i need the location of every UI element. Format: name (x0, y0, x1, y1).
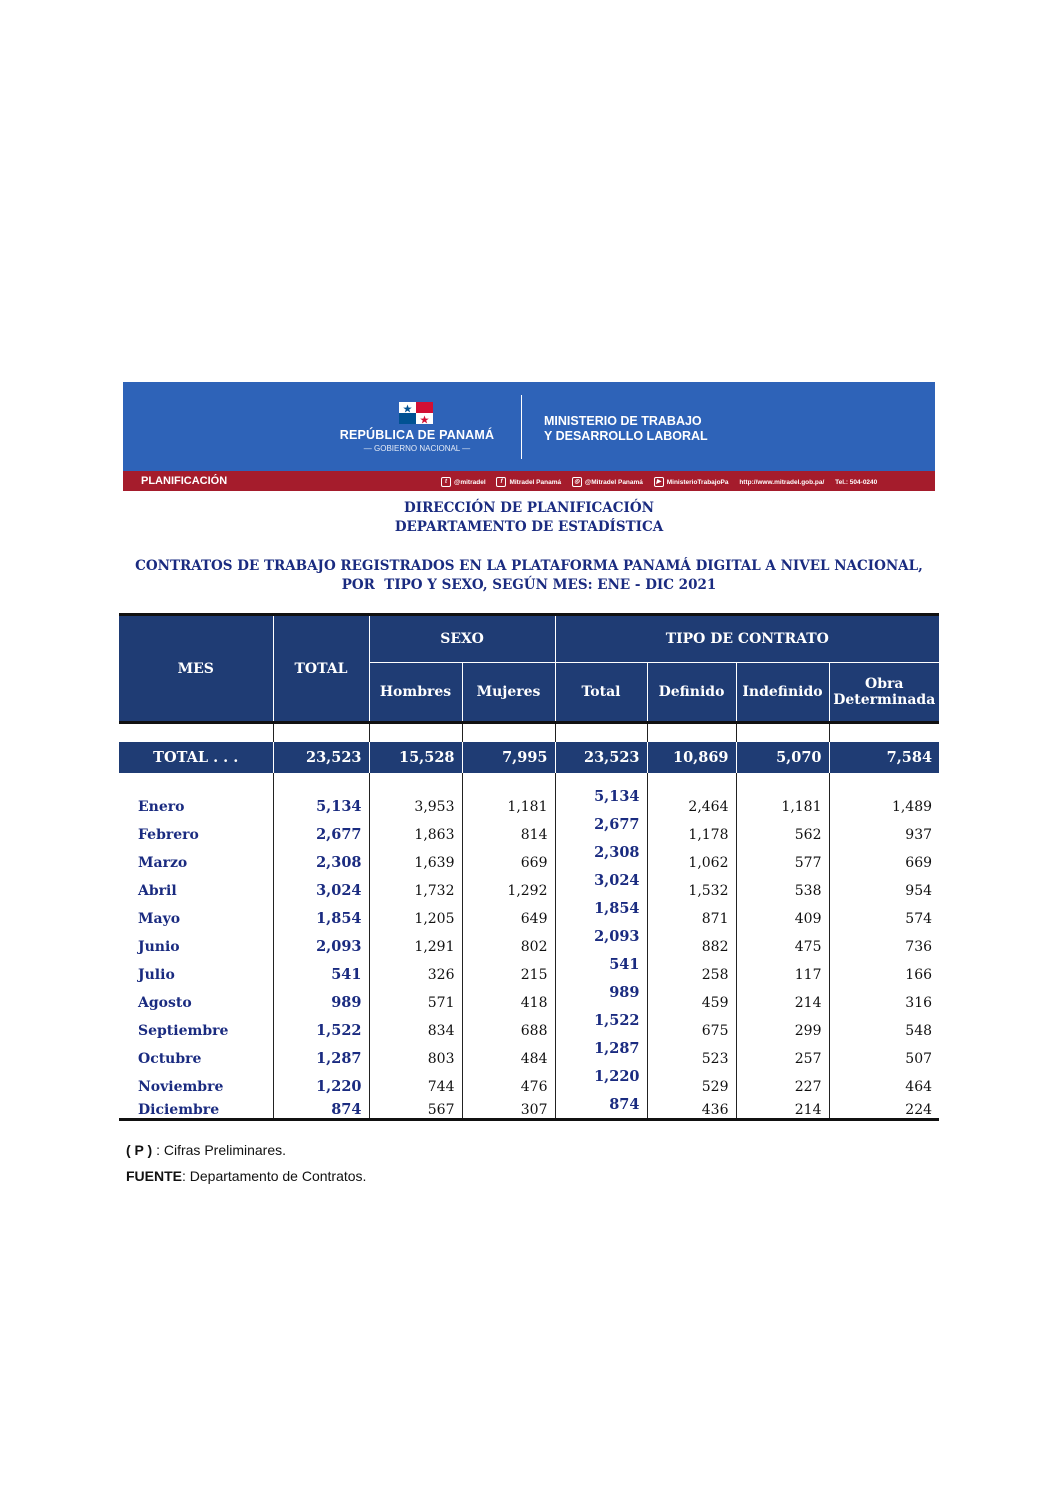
header-mes: MES (119, 615, 273, 723)
phone-number: Tel.: 504-0240 (835, 478, 878, 486)
cell-mes: Noviembre (138, 1079, 224, 1095)
contracts-table-wrapper (119, 613, 939, 1121)
ministry-name (544, 414, 708, 444)
cell-definido: 1,062 (647, 843, 736, 871)
table-row (119, 983, 939, 1011)
cell-total: 2,308 (273, 843, 369, 871)
preliminary-text: : Cifras Preliminares. (152, 1142, 287, 1158)
facebook-handle: Mitradel Panamá (509, 478, 562, 486)
youtube-handle: MinisterioTrabajoPa (666, 478, 729, 486)
cell-mes: Abril (138, 883, 177, 899)
country-name: REPÚBLICA DE PANAMÁ (339, 428, 495, 442)
cell-hombres: 803 (369, 1039, 462, 1067)
cell-hombres: 1,291 (369, 927, 462, 955)
social-youtube (654, 479, 729, 486)
cell-definido: 1,178 (647, 815, 736, 843)
month-rows (119, 787, 939, 1120)
cell-indefinido: 538 (736, 871, 829, 899)
cell-obra: 954 (829, 871, 939, 899)
cell-hombres: 571 (369, 983, 462, 1011)
department-title: DEPARTAMENTO DE ESTADÍSTICA (394, 519, 664, 535)
header-obra-line-2: Determinada (833, 692, 936, 708)
cell-obra: 316 (829, 983, 939, 1011)
cell-obra: 1,489 (829, 787, 939, 815)
cell-hombres: 1,863 (369, 815, 462, 843)
total-cell-total: 23,523 (273, 742, 369, 773)
cell-definido: 675 (647, 1011, 736, 1039)
table-row (119, 955, 939, 983)
cell-mujeres: 1,292 (462, 871, 555, 899)
cell-obra: 937 (829, 815, 939, 843)
cell-mes: Julio (138, 967, 175, 983)
source-label: FUENTE (126, 1168, 182, 1184)
cell-indefinido: 562 (736, 815, 829, 843)
cell-mujeres: 669 (462, 843, 555, 871)
cell-obra: 464 (829, 1067, 939, 1095)
cell-definido: 523 (647, 1039, 736, 1067)
cell-hombres: 326 (369, 955, 462, 983)
table-row (119, 787, 939, 815)
cell-hombres: 1,205 (369, 899, 462, 927)
social-facebook (496, 479, 561, 486)
cell-tipo-total: 2,093 (555, 927, 647, 955)
instagram-handle: @Mitradel Panamá (584, 478, 643, 486)
cell-tipo-total: 874 (555, 1095, 647, 1120)
cell-tipo-total: 5,134 (555, 787, 647, 815)
cell-tipo-total: 1,287 (555, 1039, 647, 1067)
total-cell-mujeres: 7,995 (462, 742, 555, 773)
table-row (119, 927, 939, 955)
header-hombres: Hombres (369, 663, 462, 723)
cell-total: 5,134 (273, 787, 369, 815)
cell-hombres: 1,732 (369, 871, 462, 899)
cell-obra: 669 (829, 843, 939, 871)
cell-mes: Agosto (138, 995, 192, 1011)
cell-mujeres: 814 (462, 815, 555, 843)
direction-title: DIRECCIÓN DE PLANIFICACIÓN (404, 500, 654, 516)
cell-mes: Marzo (138, 855, 188, 871)
cell-mes: Mayo (138, 911, 181, 927)
table-row (119, 1067, 939, 1095)
cell-mes: Junio (138, 939, 180, 955)
report-title-line-1: CONTRATOS DE TRABAJO REGISTRADOS EN LA PLATAFORMA PANAMÁ DIGITAL A NIVEL NACIONAL, (135, 558, 923, 574)
cell-total: 1,220 (273, 1067, 369, 1095)
cell-mujeres: 649 (462, 899, 555, 927)
table-row (119, 1095, 939, 1120)
total-cell-tipo-total: 23,523 (555, 742, 647, 773)
header-total: TOTAL (273, 615, 369, 723)
social-instagram (572, 479, 643, 486)
cell-obra: 166 (829, 955, 939, 983)
twitter-icon: t (441, 477, 451, 487)
cell-mes: Febrero (138, 827, 199, 843)
banner-red-band (123, 471, 935, 491)
preliminary-mark: ( P ) (126, 1142, 153, 1158)
ministry-line-1: MINISTERIO DE TRABAJO (544, 414, 702, 428)
social-website (739, 479, 824, 486)
cell-hombres: 567 (369, 1095, 462, 1120)
report-title-line-2: POR TIPO Y SEXO, SEGÚN MES: ENE - DIC 2021 (341, 577, 717, 593)
website-url: http://www.mitradel.gob.pa/ (739, 478, 825, 486)
cell-total: 1,522 (273, 1011, 369, 1039)
social-twitter (441, 479, 486, 486)
preliminary-note (126, 1142, 286, 1158)
cell-definido: 436 (647, 1095, 736, 1120)
cell-obra: 224 (829, 1095, 939, 1120)
cell-tipo-total: 541 (555, 955, 647, 983)
cell-obra: 736 (829, 927, 939, 955)
cell-obra: 548 (829, 1011, 939, 1039)
cell-tipo-total: 1,854 (555, 899, 647, 927)
header-tipo-total: Total (555, 663, 647, 723)
cell-tipo-total: 2,677 (555, 815, 647, 843)
total-label: TOTAL . . . (119, 742, 273, 773)
cell-indefinido: 577 (736, 843, 829, 871)
spacer-row (119, 723, 939, 743)
section-label: PLANIFICACIÓN (141, 475, 228, 487)
total-cell-hombres: 15,528 (369, 742, 462, 773)
cell-tipo-total: 3,024 (555, 871, 647, 899)
table-row (119, 1011, 939, 1039)
cell-mujeres: 307 (462, 1095, 555, 1120)
table-row (119, 815, 939, 843)
cell-indefinido: 227 (736, 1067, 829, 1095)
header-sexo: SEXO (369, 615, 555, 663)
table-row (119, 871, 939, 899)
government-label: — GOBIERNO NACIONAL — (363, 444, 471, 453)
cell-total: 1,854 (273, 899, 369, 927)
cell-tipo-total: 989 (555, 983, 647, 1011)
cell-tipo-total: 1,522 (555, 1011, 647, 1039)
banner-blue-band (123, 382, 935, 471)
social-links (441, 477, 886, 487)
gap-row (119, 773, 939, 787)
cell-total: 1,287 (273, 1039, 369, 1067)
cell-total: 874 (273, 1095, 369, 1120)
cell-mujeres: 1,181 (462, 787, 555, 815)
cell-definido: 1,532 (647, 871, 736, 899)
cell-indefinido: 299 (736, 1011, 829, 1039)
cell-definido: 258 (647, 955, 736, 983)
direction-heading (0, 499, 1058, 537)
cell-obra: 574 (829, 899, 939, 927)
source-text: : Departamento de Contratos. (182, 1168, 367, 1184)
cell-indefinido: 214 (736, 983, 829, 1011)
total-row (119, 742, 939, 773)
cell-indefinido: 1,181 (736, 787, 829, 815)
cell-hombres: 1,639 (369, 843, 462, 871)
source-note (126, 1168, 366, 1184)
ministry-line-2: Y DESARROLLO LABORAL (544, 429, 708, 443)
total-cell-obra: 7,584 (829, 742, 939, 773)
cell-definido: 2,464 (647, 787, 736, 815)
facebook-icon: f (496, 477, 506, 487)
cell-mujeres: 688 (462, 1011, 555, 1039)
cell-total: 541 (273, 955, 369, 983)
table-row (119, 899, 939, 927)
header-tipo-contrato: TIPO DE CONTRATO (555, 615, 939, 663)
cell-definido: 529 (647, 1067, 736, 1095)
cell-mes: Septiembre (138, 1023, 229, 1039)
cell-indefinido: 409 (736, 899, 829, 927)
cell-mujeres: 476 (462, 1067, 555, 1095)
cell-indefinido: 117 (736, 955, 829, 983)
cell-hombres: 3,953 (369, 787, 462, 815)
social-phone (835, 479, 877, 486)
header-definido: Definido (647, 663, 736, 723)
cell-hombres: 834 (369, 1011, 462, 1039)
cell-indefinido: 257 (736, 1039, 829, 1067)
cell-total: 2,093 (273, 927, 369, 955)
youtube-icon: ▶ (654, 477, 664, 487)
table-row (119, 843, 939, 871)
header-indefinido: Indefinido (736, 663, 829, 723)
cell-definido: 871 (647, 899, 736, 927)
cell-mujeres: 418 (462, 983, 555, 1011)
cell-mes: Diciembre (119, 1095, 273, 1120)
contracts-table (119, 613, 939, 1121)
cell-definido: 882 (647, 927, 736, 955)
cell-mujeres: 802 (462, 927, 555, 955)
cell-indefinido: 475 (736, 927, 829, 955)
instagram-icon: ◎ (572, 477, 582, 487)
cell-definido: 459 (647, 983, 736, 1011)
cell-total: 989 (273, 983, 369, 1011)
twitter-handle: @mitradel (454, 478, 486, 486)
cell-tipo-total: 1,220 (555, 1067, 647, 1095)
header-obra-determinada (829, 663, 939, 723)
cell-tipo-total: 2,308 (555, 843, 647, 871)
total-cell-definido: 10,869 (647, 742, 736, 773)
cell-indefinido: 214 (736, 1095, 829, 1120)
table-row (119, 1039, 939, 1067)
report-title (0, 557, 1058, 595)
cell-mujeres: 484 (462, 1039, 555, 1067)
panama-flag-icon (399, 402, 433, 424)
ministry-banner (123, 382, 935, 491)
cell-total: 2,677 (273, 815, 369, 843)
header-mujeres: Mujeres (462, 663, 555, 723)
cell-total: 3,024 (273, 871, 369, 899)
cell-mes: Octubre (138, 1051, 202, 1067)
cell-mujeres: 215 (462, 955, 555, 983)
cell-obra: 507 (829, 1039, 939, 1067)
banner-divider (521, 395, 522, 459)
cell-hombres: 744 (369, 1067, 462, 1095)
total-cell-indefinido: 5,070 (736, 742, 829, 773)
cell-mes: Enero (138, 799, 185, 815)
header-obra-line-1: Obra (865, 676, 904, 692)
